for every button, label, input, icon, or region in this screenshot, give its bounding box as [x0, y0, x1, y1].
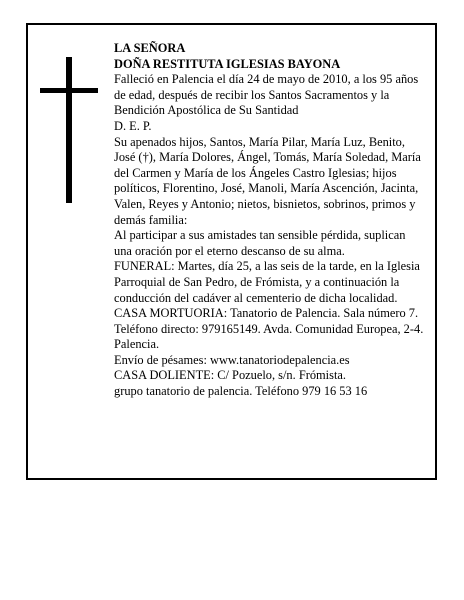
cross-horizontal-bar — [40, 88, 98, 93]
condolences-info: Envío de pésames: www.tanatoriodepalencia.es — [114, 352, 350, 367]
cross-vertical-bar — [66, 57, 72, 203]
family-home-info: CASA DOLIENTE: C/ Pozuelo, s/n. Frómista. — [114, 368, 346, 383]
dep-line: D. E. P. — [114, 118, 152, 133]
prayer-request: Al participar a sus amistades tan sensible pérdida, suplican una oración por el eterno descanso de su alma. — [114, 228, 406, 258]
obituary-notice — [26, 23, 437, 480]
cross-icon — [40, 57, 98, 203]
death-announcement: Falleció en Palencia el día 24 de mayo de 2010, a los 95 años de edad, después de recibir los Santos Sacramentos y la Bendición Apostólica de Su Santidad — [114, 72, 419, 118]
funeral-info: FUNERAL: Martes, día 25, a las seis de la tarde, en la Iglesia Parroquial de San Pedro, de Frómista, y a continuación la conducción del cadáver al cementerio de dicha localidad. — [114, 259, 420, 305]
mortuary-info: CASA MORTUORIA: Tanatorio de Palencia. Sala número 7. Teléfono directo: 979165149. Avda. Comunidad Europea, 2-4. Palencia. — [114, 306, 424, 352]
funeral-home-footer: grupo tanatorio de palencia. Teléfono 979 16 53 16 — [114, 384, 368, 399]
deceased-name: DOÑA RESTITUTA IGLESIAS BAYONA — [114, 56, 341, 71]
family-list: Su apenados hijos, Santos, María Pilar, María Luz, Benito, José (†), María Dolores, Ángel, Tomás, María Soledad, María del Carmen y María de los Ángeles Castro Iglesias; hijos políticos, Florentino, José, Manoli, María Ascención, Jacinta, Valen, Reyes y Antonio; nietos, bisnietos, sobrinos, primos y demás familia: — [114, 134, 421, 227]
notice-title: LA SEÑORA — [114, 41, 186, 55]
notice-text — [114, 41, 424, 400]
